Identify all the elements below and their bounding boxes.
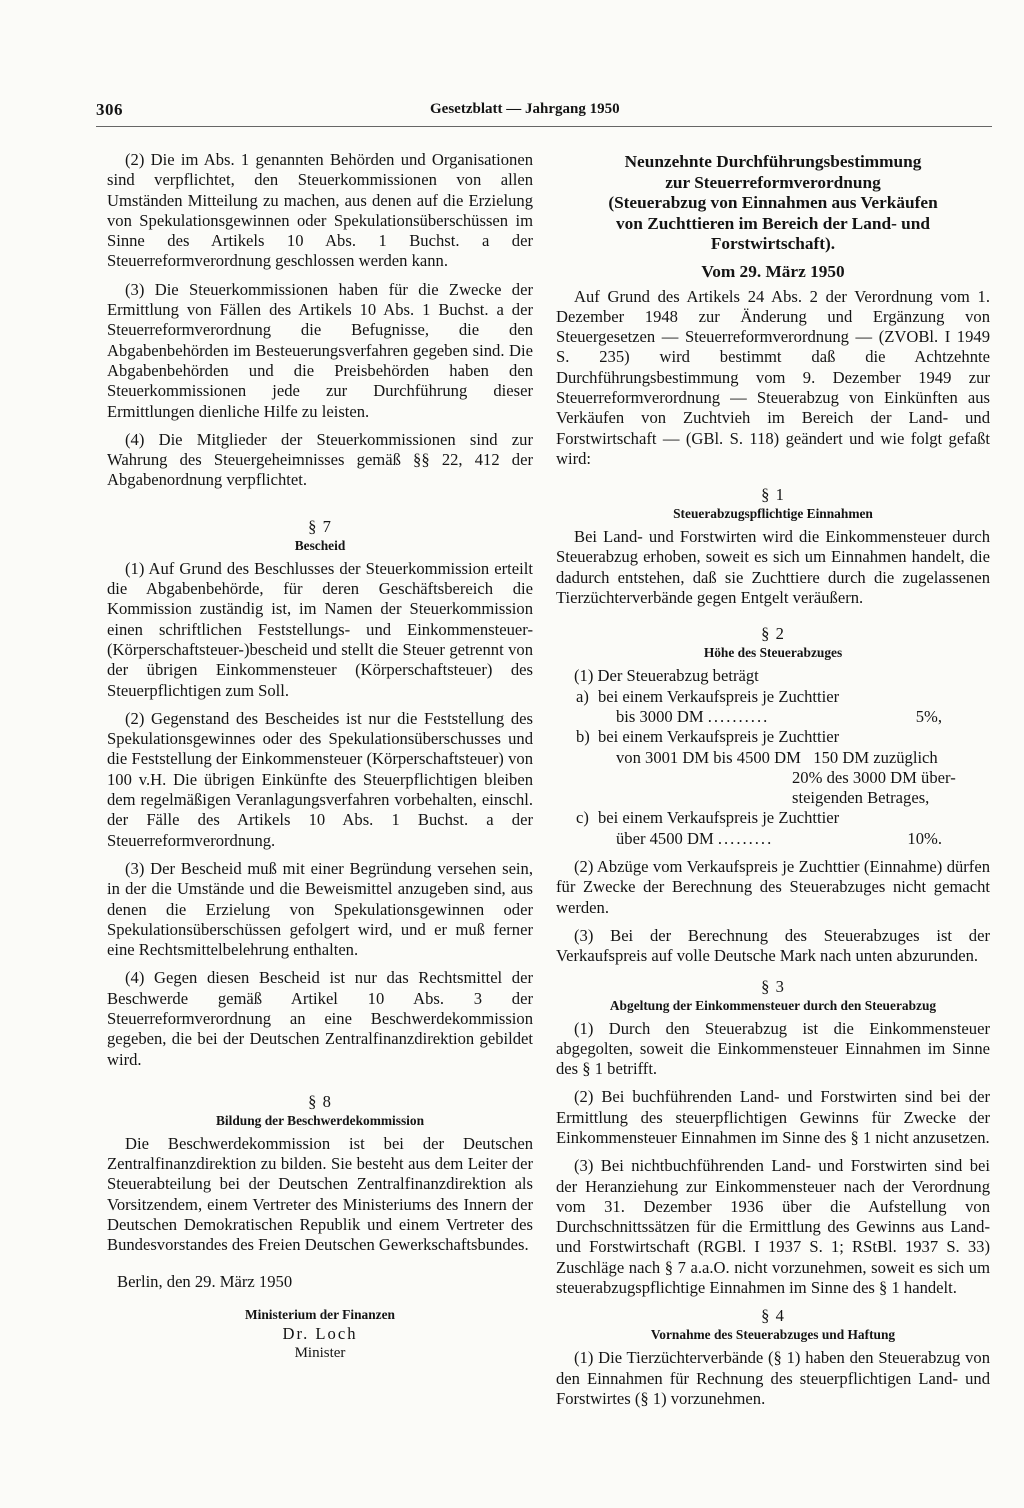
title-line: Forstwirtschaft). bbox=[710, 234, 836, 253]
title-line: Neunzehnte Durchführungsbestimmung bbox=[624, 152, 922, 171]
paragraph: (2) Abzüge vom Verkaufspreis je Zuchttier (Einnahme) dürfen für Zwecke der Berechnung des Steuerabzuges nicht gemacht werden. bbox=[556, 857, 990, 917]
paragraph: (2) Bei buchführenden Land- und Forstwirten sind bei der Ermittlung des steuerpflichtigen Gewinns für Zwecke der Einkommensteuer Einnahmen im Sinne des § 1 nicht anzusetzen. bbox=[556, 1087, 990, 1147]
rate-row bbox=[556, 727, 990, 747]
right-column bbox=[556, 150, 990, 1409]
signer-name: Dr. Loch bbox=[282, 1323, 358, 1343]
page-number: 306 bbox=[96, 100, 123, 119]
paragraph: (3) Der Bescheid muß mit einer Begründung versehen sein, in der die Umstände und die Beweismittel anzugeben sind, aus denen die Erzielung von Spekulationsgewinnen oder Spekulationsüberschüssen gefolgert wird, und er muß ferner eine Rechtsmittelbelehrung enthalten. bbox=[107, 858, 533, 960]
paragraph: (1) Der Steuerabzug beträgt bbox=[574, 666, 759, 686]
rate-label: a) bbox=[576, 686, 589, 706]
section-sign-1: § 1 bbox=[761, 485, 785, 505]
document-date: Vom 29. März 1950 bbox=[701, 261, 845, 281]
place-date: Berlin, den 29. März 1950 bbox=[117, 1271, 293, 1291]
rate-row bbox=[556, 829, 990, 849]
rate-row bbox=[556, 687, 990, 707]
paragraph: (2) Die im Abs. 1 genannten Behörden und Organisationen sind verpflichtet, den Steuerkommissionen von allen Umständen Mitteilung zu machen, aus denen auf die Erzielung von Spekulationsgewinnen oder Spekulationsüberschüssen im Sinne des Artikels 10 Abs. 1 Buchst. a der Steuerreformverordnung geschlossen werden kann. bbox=[107, 150, 533, 271]
section-title-8: Bildung der Beschwerdekommission bbox=[215, 1112, 425, 1128]
paragraph: Auf Grund des Artikels 24 Abs. 2 der Verordnung vom 1. Dezember 1948 zur Änderung und Ergänzung von Steuergesetzen — Steuerreformverordnung — (ZVOBl. I 1949 S. 235) wird bestimmt daß die Achtzehnte Durchführungsbestimmung vom 9. Dezember 1949 zur Steuerreformverordnung — Steuerabzug von Einkünften aus Verkäufen von Zuchtvieh im Bereich der Land- und Forstwirtschaft — (GBl. S. 118) geändert und wie folgt gefaßt wird: bbox=[556, 286, 990, 468]
rate-row bbox=[556, 707, 990, 727]
section-title-4: Vornahme des Steuerabzuges und Haftung bbox=[650, 1327, 896, 1343]
title-line: von Zuchttieren im Bereich der Land- und bbox=[616, 213, 930, 233]
section-sign-7: § 7 bbox=[308, 516, 332, 536]
leader-dots: .......... bbox=[707, 706, 770, 726]
paragraph: (4) Die Mitglieder der Steuerkommissionen sind zur Wahrung des Steuergeheimnisses gemäß §§ 22, 412 der Abgabenordnung verpflichtet. bbox=[107, 429, 533, 490]
section-title-7: Bescheid bbox=[294, 537, 346, 553]
rate-text: bei einem Verkaufspreis je Zuchttier bbox=[598, 727, 840, 747]
leader-dots: ......... bbox=[717, 828, 774, 848]
ministry-name: Ministerium der Finanzen bbox=[244, 1306, 396, 1322]
paragraph: (1) Auf Grund des Beschlusses der Steuerkommission erteilt die Abgabenbehörde, für deren Geschäftsbereich die Kommission zuständig ist, im Namen der Steuerkommission einen schriftlichen Feststellungs- und Einkommensteuer-(Körperschaftsteuer-)bescheid und stellt die Steuer getrennt von der übrigen Einkommensteuer (Körperschaftsteuer) des Steuerpflichtigen zum Soll. bbox=[107, 558, 533, 700]
rate-text: 20% des 3000 DM über- bbox=[792, 767, 956, 787]
rate-row bbox=[556, 788, 990, 808]
rate-text: steigenden Betrages, bbox=[792, 788, 930, 808]
section-sign-4: § 4 bbox=[761, 1306, 785, 1326]
running-head: Gesetzblatt — Jahrgang 1950 bbox=[430, 101, 620, 117]
paragraph: (1) Die Tierzüchterverbände (§ 1) haben den Steuerabzug von den Einnahmen für Rechnung des steuerpflichtigen Land- und Forstwirtes (§ 1) vorzunehmen. bbox=[556, 1348, 990, 1408]
paragraph: (3) Bei der Berechnung des Steuerabzuges ist der Verkaufspreis auf volle Deutsche Mark nach unten abzurunden. bbox=[556, 925, 990, 966]
rate-value: 10%. bbox=[907, 828, 942, 848]
paragraph: (4) Gegen diesen Bescheid ist nur das Rechtsmittel der Beschwerde gemäß Artikel 10 Abs. 3 der Steuerreformverordnung an eine Beschwerdekommission gegeben, die bei der Deutschen Zentralfinanzdirektion gebildet wird. bbox=[107, 968, 533, 1069]
rate-row bbox=[556, 808, 990, 828]
paragraph: (1) Durch den Steuerabzug ist die Einkommensteuer abgegolten, soweit die Einkommensteuer Einnahmen im Sinne des § 1 betrifft. bbox=[556, 1018, 990, 1079]
rate-text: bei einem Verkaufspreis je Zuchttier bbox=[598, 808, 840, 828]
title-line: zur Steuerreformverordnung bbox=[665, 172, 881, 192]
section-title-1: Steuerabzugspflichtige Einnahmen bbox=[673, 506, 873, 522]
rate-text: bei einem Verkaufspreis je Zuchttier bbox=[598, 686, 840, 706]
rate-table bbox=[556, 687, 990, 849]
document-title bbox=[556, 152, 990, 255]
section-title-2: Höhe des Steuerabzuges bbox=[703, 645, 843, 661]
rate-row bbox=[556, 768, 990, 788]
paragraph: Die Beschwerdekommission ist bei der Deutschen Zentralfinanzdirektion zu bilden. Sie besteht aus dem Leiter der Steuerabteilung bei der Deutschen Zentralfinanzdirektion als Vorsitzendem, einem Vertreter des Ministeriums des Innern der Deutschen Demokratischen Republik und einem Vertreter des Bundesvorstandes des Freien Deutschen Gewerkschaftsbundes. bbox=[107, 1133, 533, 1255]
title-line: (Steuerabzug von Einnahmen aus Verkäufen bbox=[608, 193, 938, 212]
rate-text: über 4500 DM bbox=[616, 828, 714, 848]
left-column bbox=[107, 150, 533, 1362]
rate-label: b) bbox=[576, 727, 590, 747]
rate-text: bis 3000 DM bbox=[616, 706, 704, 726]
rate-row bbox=[556, 748, 990, 768]
paragraph: (3) Bei nichtbuchführenden Land- und Forstwirten sind bei der Heranziehung zur Einkommensteuer nach der Verordnung vom 31. Dezember 1936 über die Aufstellung von Durchschnittssätzen für die Ermittlung des Gewinns aus Land- und Forstwirtschaft (RGBl. I 1937 S. 1; RStBl. 1937 S. 33) Zuschläge nach § 7 a.a.O. nicht vorzunehmen, soweit es sich um steuerabzugspflichtige Einnahmen im Sinne des § 1 handelt. bbox=[556, 1156, 990, 1298]
section-sign-8: § 8 bbox=[308, 1091, 332, 1111]
section-sign-3: § 3 bbox=[761, 976, 785, 996]
paragraph: (2) Gegenstand des Bescheides ist nur die Feststellung des Spekulationsgewinnes oder des Spekulationsüberschusses und die Feststellung der Einkommensteuer (Körperschaftsteuer) von 100 v.H. Die übrigen Einkünfte des Steuerpflichtigen bleiben dem regelmäßigen Veranlagungsverfahren vorbehalten, einschl. der Fälle des Artikels 10 Abs. 1 Buchst. a der Steuerreformverordnung. bbox=[107, 708, 533, 850]
rate-label: c) bbox=[576, 808, 589, 828]
section-sign-2: § 2 bbox=[761, 624, 785, 644]
paragraph: Bei Land- und Forstwirten wird die Einkommensteuer durch Steuerabzug erhoben, soweit es sich um Einnahmen handelt, die dadurch entstehen, daß sie Zuchttiere durch die zugelassenen Tierzüchterverbände gegen Entgelt veräußern. bbox=[556, 527, 990, 608]
section-title-3: Abgeltung der Einkommensteuer durch den Steuerabzug bbox=[609, 997, 937, 1013]
signer-role: Minister bbox=[294, 1344, 346, 1361]
rate-value: 5%, bbox=[915, 706, 942, 726]
header-rule bbox=[96, 126, 992, 127]
rate-text: von 3001 DM bis 4500 DM 150 DM zuzüglich bbox=[616, 747, 938, 767]
paragraph: (3) Die Steuerkommissionen haben für die Zwecke der Ermittlung von Fällen des Artikels 10 Abs. 1 Buchst. a der Steuerreformverordnung die Befugnisse, die den Abgabenbehörden im Besteuerungsverfahren gegeben sind. Die Abgabenbehörden und die Preisbehörden haben den Steuerkommissionen jede zur Durchführung dieser Ermittlungen dienliche Hilfe zu leisten. bbox=[107, 279, 533, 421]
